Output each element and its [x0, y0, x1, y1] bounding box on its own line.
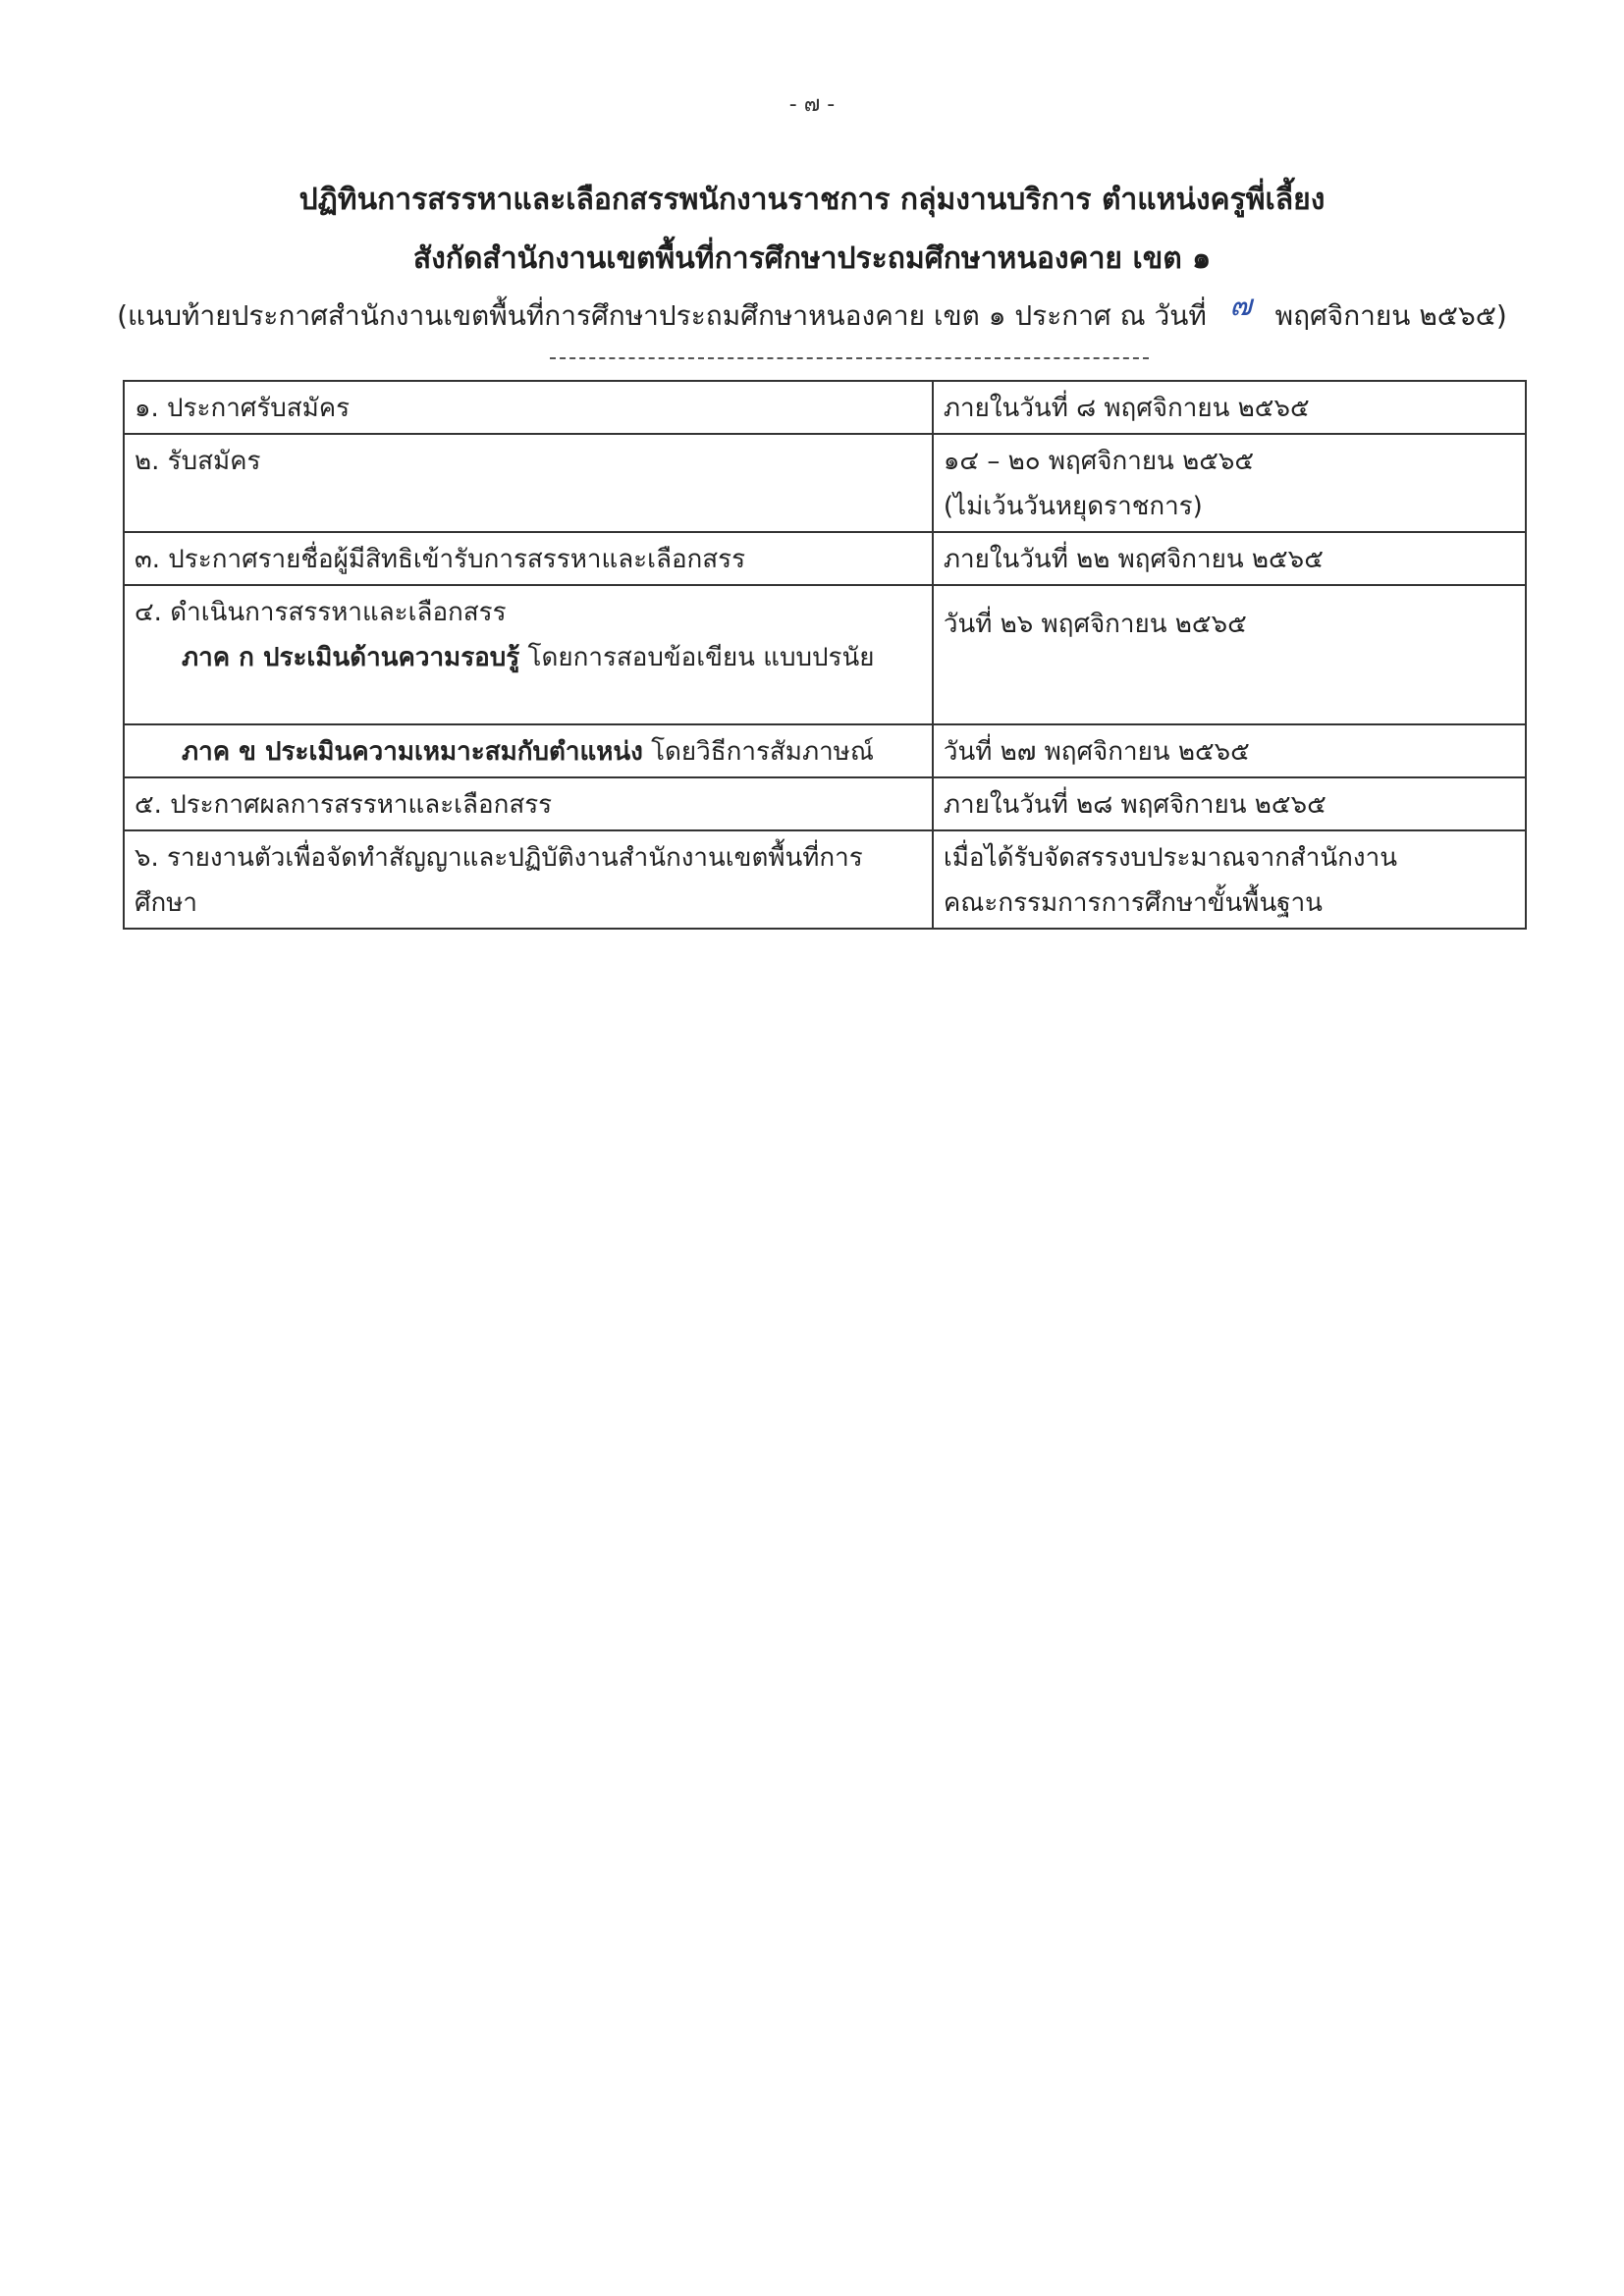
sub-step-method: โดยการสอบข้อเขียน แบบปรนัย: [519, 643, 875, 672]
step-cell: [124, 724, 933, 777]
date-cell: [933, 381, 1526, 434]
step-label: ๓. ประกาศรายชื่อผู้มีสิทธิเข้ารับการสรรหาและเลือกสรร: [135, 545, 746, 574]
date-cell: [933, 777, 1526, 830]
step-label: ๖. รายงานตัวเพื่อจัดทำสัญญาและปฏิบัติงานสำนักงานเขตพื้นที่การศึกษา: [135, 843, 863, 918]
page-number: - ๗ -: [788, 92, 836, 117]
document-title: ปฏิทินการสรรหาและเลือกสรรพนักงานราชการ กลุ่มงานบริการ ตำแหน่งครูพี่เลี้ยง: [298, 183, 1326, 217]
table-row: [124, 434, 1526, 532]
date-label: ภายในวันที่ ๒๒ พฤศจิกายน ๒๕๖๕: [943, 545, 1324, 574]
step-label: ๑. ประกาศรับสมัคร: [135, 394, 351, 423]
document-title-line2: สังกัดสำนักงานเขตพื้นที่การศึกษาประถมศึกษาหนองคาย เขต ๑: [412, 241, 1212, 276]
step-cell: [124, 434, 933, 532]
table-row: [124, 724, 1526, 777]
document-subtitle: [0, 289, 1624, 339]
table-row: [124, 532, 1526, 585]
sub-step-heading: ภาค ข ประเมินความเหมาะสมกับตำแหน่ง: [182, 737, 643, 767]
date-label: วันที่ ๒๗ พฤศจิกายน ๒๕๖๕: [943, 737, 1250, 767]
subtitle-prefix: (แนบท้ายประกาศสำนักงานเขตพื้นที่การศึกษาประถมศึกษาหนองคาย เขต ๑ ประกาศ ณ วันที่: [117, 299, 1207, 332]
date-label: ๑๔ – ๒๐ พฤศจิกายน ๒๕๖๕: [943, 447, 1255, 476]
step-label: ๔. ดำเนินการสรรหาและเลือกสรร: [135, 598, 507, 627]
table-row: [124, 777, 1526, 830]
date-cell: [933, 830, 1526, 929]
date-label: วันที่ ๒๖ พฤศจิกายน ๒๕๖๕: [943, 610, 1247, 639]
date-label: ภายในวันที่ ๘ พฤศจิกายน ๒๕๖๕: [943, 394, 1310, 423]
schedule-table: [123, 380, 1527, 930]
date-cell: [933, 434, 1526, 532]
step-cell: [124, 532, 933, 585]
step-cell: [124, 830, 933, 929]
step-cell: [124, 381, 933, 434]
date-label-continued: คณะกรรมการการศึกษาขั้นพื้นฐาน: [943, 888, 1323, 918]
dashed-divider: [550, 357, 1149, 359]
date-cell: [933, 724, 1526, 777]
date-cell: [933, 585, 1526, 724]
date-label: ภายในวันที่ ๒๘ พฤศจิกายน ๒๕๖๕: [943, 790, 1326, 820]
subtitle-suffix: พฤศจิกายน ๒๕๖๕): [1274, 299, 1507, 332]
table-row: [124, 381, 1526, 434]
table-row: [124, 830, 1526, 929]
step-label: ๒. รับสมัคร: [135, 447, 261, 476]
step-cell: [124, 585, 933, 724]
date-note: (ไม่เว้นวันหยุดราชการ): [943, 492, 1203, 521]
sub-step: [135, 635, 922, 680]
handwritten-day: ๗: [1229, 289, 1252, 323]
date-label: เมื่อได้รับจัดสรรงบประมาณจากสำนักงาน: [943, 843, 1397, 873]
step-label: ๕. ประกาศผลการสรรหาและเลือกสรร: [135, 790, 553, 820]
sub-step: [135, 729, 922, 774]
table-row: [124, 585, 1526, 724]
sub-step-method: โดยวิธีการสัมภาษณ์: [642, 737, 874, 767]
date-cell: [933, 532, 1526, 585]
sub-step-heading: ภาค ก ประเมินด้านความรอบรู้: [182, 643, 520, 672]
step-cell: [124, 777, 933, 830]
